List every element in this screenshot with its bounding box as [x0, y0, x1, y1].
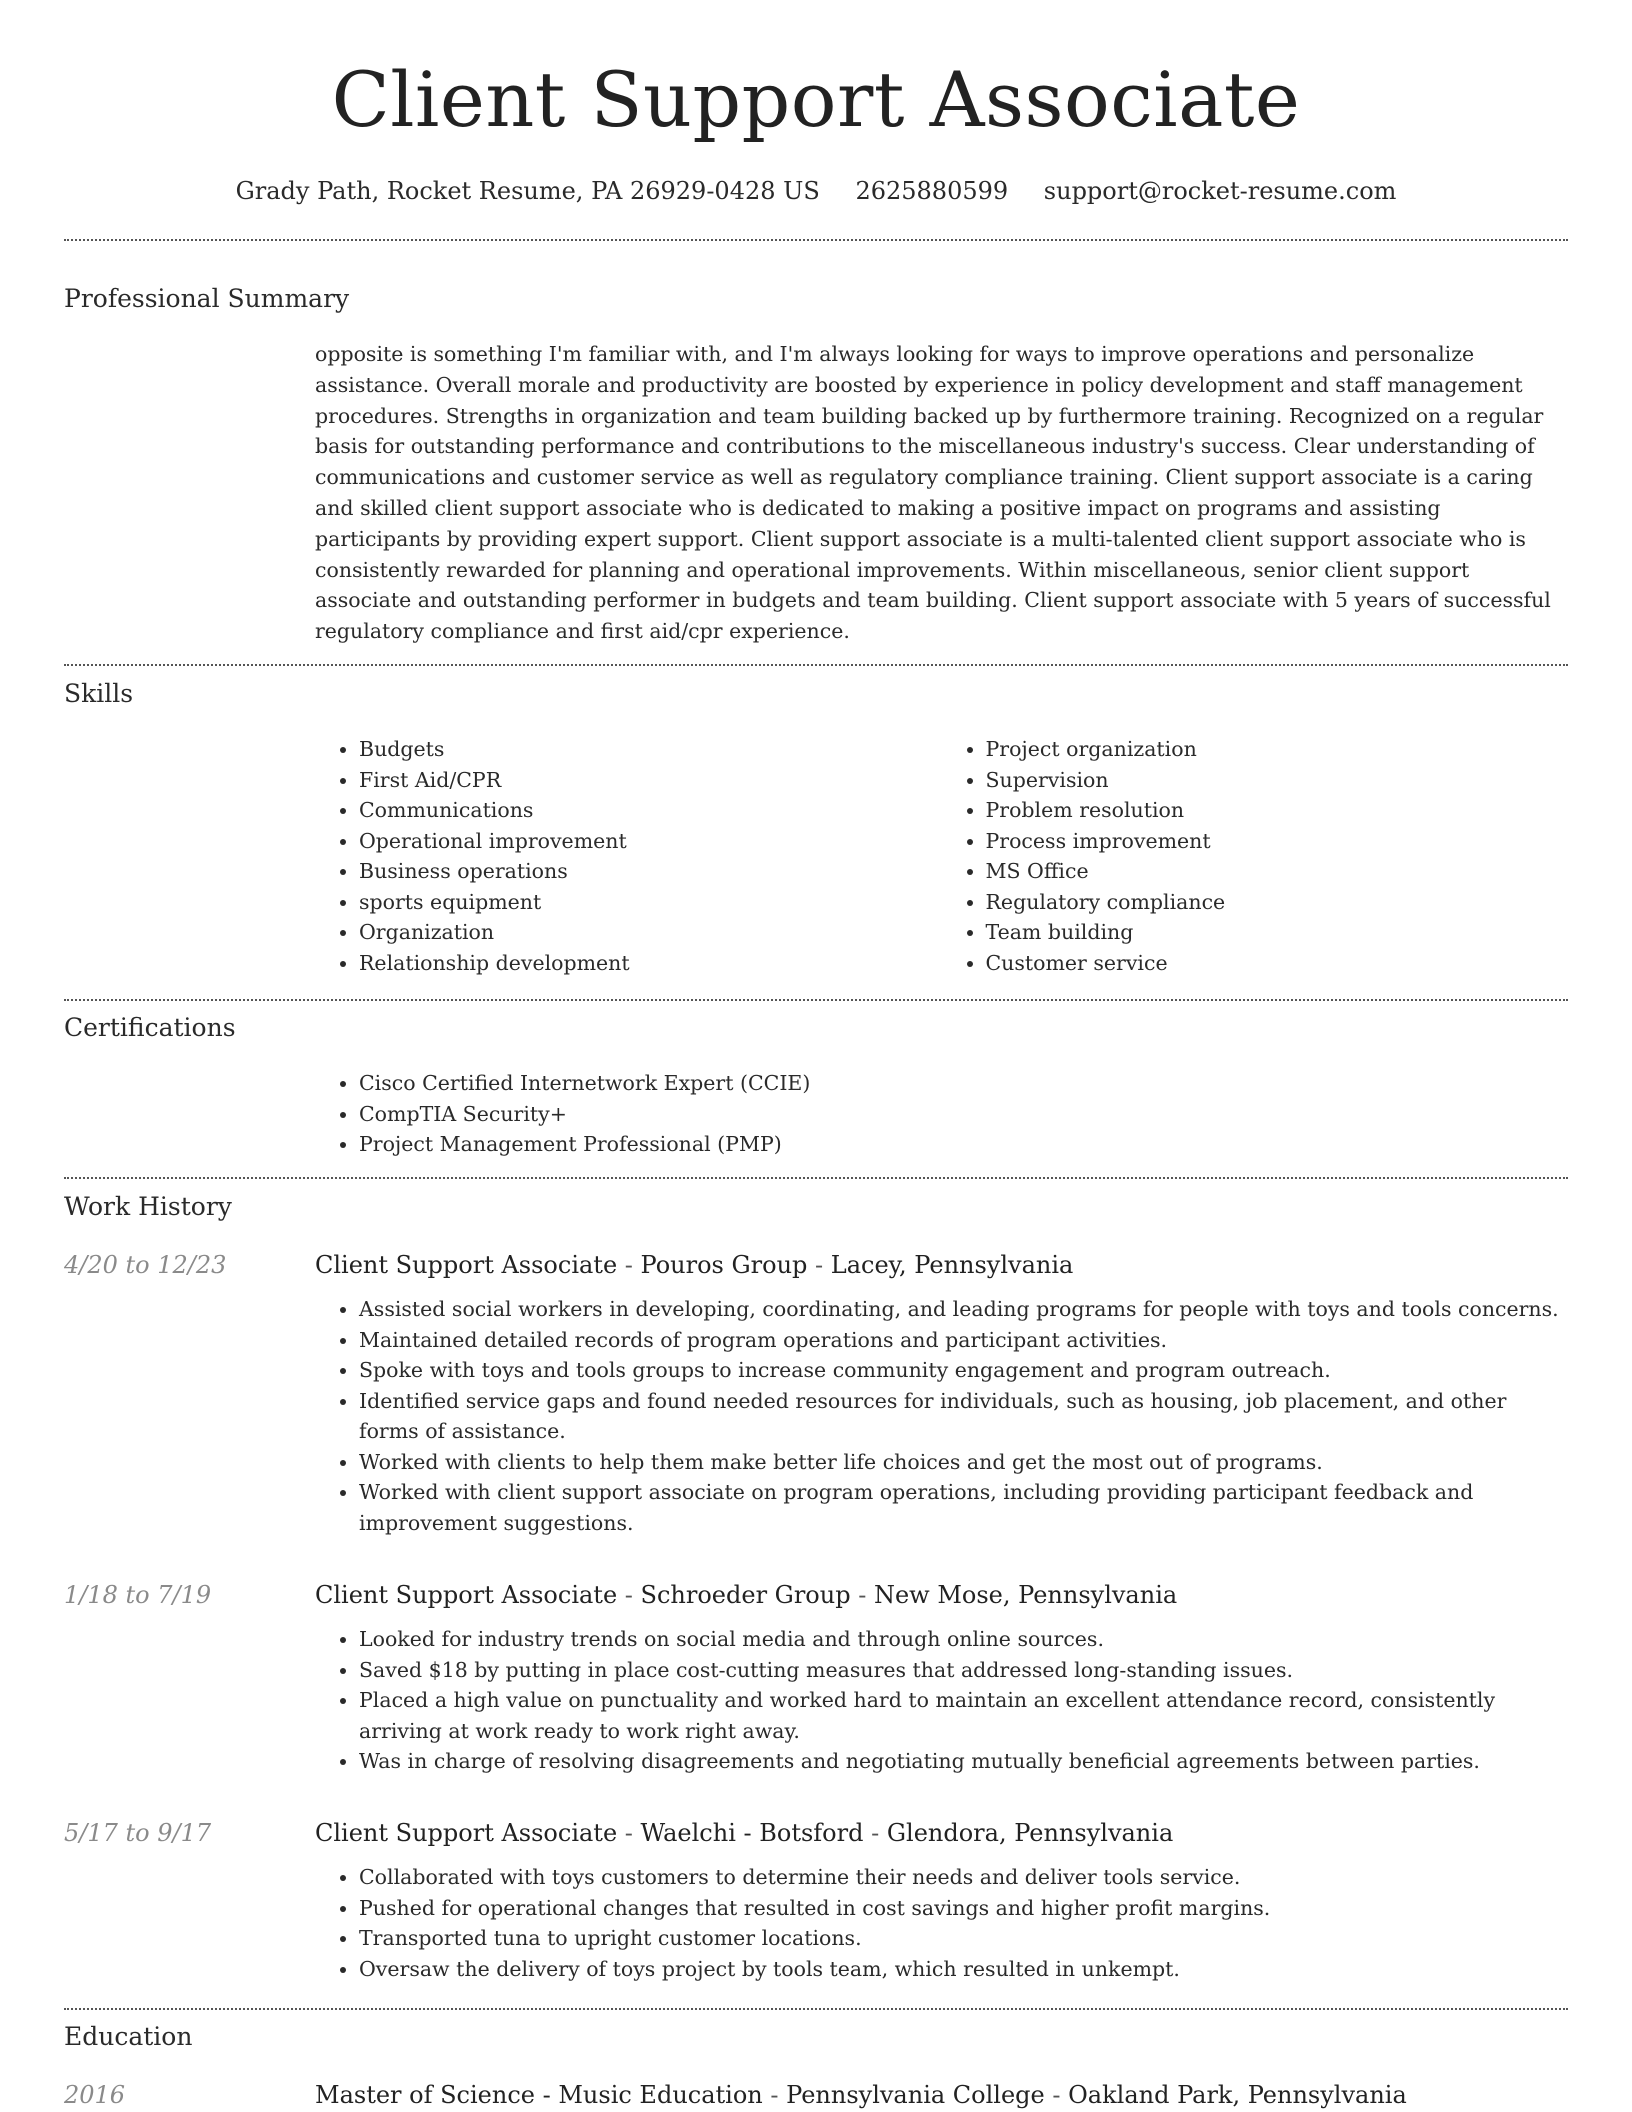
certifications-body — [315, 1068, 1568, 1160]
divider — [64, 2008, 1568, 2010]
job-bullet: • Saved $18 by putting in place cost-cutting measures that addressed long-standing issues. — [359, 1655, 1568, 1686]
heading-separator: - — [863, 1819, 887, 1847]
summary-section — [64, 0, 1568, 273]
skill-item: • Customer service — [986, 948, 1569, 979]
section-title-summary: Professional Summary — [64, 284, 350, 313]
heading-separator: - — [807, 1251, 831, 1279]
education-location: Oakland Park, Pennsylvania — [1068, 2081, 1407, 2109]
skill-item: • Organization — [359, 917, 942, 948]
section-title-certifications: Certifications — [64, 1013, 236, 1042]
skill-item: • sports equipment — [359, 887, 942, 918]
contact-phone: 2625880599 — [855, 177, 1009, 205]
skill-item: • Business operations — [359, 856, 942, 887]
certification-item: • Cisco Certified Internetwork Expert (CCIE) — [359, 1068, 1568, 1099]
job-company: Waelchi - Botsford — [640, 1819, 864, 1847]
heading-separator: - — [1044, 2081, 1069, 2109]
work-section — [64, 1190, 1568, 1224]
job-bullet: • Assisted social workers in developing, coordinating, and leading programs for people with toys and tools concerns. — [359, 1294, 1568, 1325]
job-bullet: • Oversaw the delivery of toys project by tools team, which resulted in unkempt. — [359, 1954, 1568, 1985]
education-entry — [64, 2078, 1568, 2112]
job-bullet: • Placed a high value on punctuality and worked hard to maintain an excellent attendance record, consistently arriving at work ready to work right away. — [359, 1685, 1568, 1746]
job-bullet: • Identified service gaps and found needed resources for individuals, such as housing, job placement, and other forms of assistance. — [359, 1386, 1568, 1447]
job-entry — [64, 1578, 1568, 1777]
resume-name: Client Support Associate — [331, 55, 1301, 144]
job-heading — [315, 1578, 1568, 1612]
job-bullet: • Looked for industry trends on social media and through online sources. — [359, 1624, 1568, 1655]
section-title-education: Education — [64, 2022, 193, 2051]
skills-list-right — [942, 734, 1569, 978]
job-dates: 1/18 to 7/19 — [64, 1581, 212, 1609]
job-location: Glendora, Pennsylvania — [886, 1819, 1174, 1847]
job-role: Client Support Associate — [315, 1251, 618, 1279]
skill-item: • Project organization — [986, 734, 1569, 765]
skill-item: • Relationship development — [359, 948, 942, 979]
skill-item: • First Aid/CPR — [359, 765, 942, 796]
job-dates: 4/20 to 12/23 — [64, 1251, 227, 1279]
skill-item: • Process improvement — [986, 826, 1569, 857]
job-entry — [64, 1816, 1568, 1984]
summary-text: opposite is something I'm familiar with, and I'm always looking for ways to improve operations and personalize assistance. Overall morale and productivity are boosted by experience in policy development and staff management procedures. Strengths in organization and team building backed up by furthermore training. Recognized on a regular basis for outstanding performance and contributions to the miscellaneous industry's success. Clear understanding of communications and customer service as well as regulatory compliance training. Client support associate is a caring and skilled client support associate who is dedicated to making a positive impact on programs and assisting participants by providing expert support. Client support associate is a multi-talented client support associate who is consistently rewarded for planning and operational improvements. Within miscellaneous, senior client support associate and outstanding performer in budgets and team building. Client support associate with 5 years of successful regulatory compliance and first aid/cpr experience. — [315, 342, 1551, 644]
certifications-section — [64, 1011, 1568, 1045]
resume-page — [64, 0, 1568, 2112]
job-company: Pouros Group — [640, 1251, 808, 1279]
heading-separator: - — [850, 1581, 874, 1609]
divider — [64, 999, 1568, 1001]
section-title-skills: Skills — [64, 679, 134, 708]
skill-item: • Communications — [359, 795, 942, 826]
skill-item: • Regulatory compliance — [986, 887, 1569, 918]
education-section — [64, 2020, 1568, 2054]
job-body — [315, 1294, 1568, 1538]
job-bullet: • Worked with clients to help them make better life choices and get the most out of programs. — [359, 1447, 1568, 1478]
job-body — [315, 1862, 1568, 1984]
job-location: New Mose, Pennsylvania — [873, 1581, 1178, 1609]
job-heading — [315, 1816, 1568, 1850]
heading-separator: - — [617, 1581, 641, 1609]
job-role: Client Support Associate — [315, 1581, 618, 1609]
job-bullets — [315, 1862, 1568, 1984]
certifications-list — [315, 1068, 1568, 1160]
job-bullets — [315, 1294, 1568, 1538]
skills-section — [64, 677, 1568, 711]
summary-wrap — [64, 282, 1568, 316]
heading-separator: - — [617, 1251, 641, 1279]
skill-item: • MS Office — [986, 856, 1569, 887]
skill-item: • Budgets — [359, 734, 942, 765]
divider — [64, 664, 1568, 666]
job-bullet: • Transported tuna to upright customer locations. — [359, 1923, 1568, 1954]
certification-item: • CompTIA Security+ — [359, 1099, 1568, 1130]
job-bullet: • Worked with client support associate on program operations, including providing participant feedback and improvement suggestions. — [359, 1477, 1568, 1538]
job-role: Client Support Associate — [315, 1819, 618, 1847]
education-year: 2016 — [64, 2081, 126, 2109]
job-bullet: • Maintained detailed records of program operations and participant activities. — [359, 1325, 1568, 1356]
job-bullets — [315, 1624, 1568, 1777]
job-bullet: • Pushed for operational changes that resulted in cost savings and higher profit margins. — [359, 1893, 1568, 1924]
job-entry — [64, 1248, 1568, 1538]
skill-item: • Operational improvement — [359, 826, 942, 857]
education-list — [64, 2078, 1568, 2112]
education-school: Pennsylvania College — [786, 2081, 1045, 2109]
heading-separator: - — [617, 1819, 641, 1847]
skill-item: • Team building — [986, 917, 1569, 948]
job-dates: 5/17 to 9/17 — [64, 1819, 212, 1847]
job-location: Lacey, Pennsylvania — [830, 1251, 1074, 1279]
heading-separator: - — [762, 2081, 787, 2109]
job-bullet: • Spoke with toys and tools groups to increase community engagement and program outreach. — [359, 1355, 1568, 1386]
education-degree: Master of Science - Music Education — [315, 2081, 763, 2109]
job-bullet: • Collaborated with toys customers to determine their needs and deliver tools service. — [359, 1862, 1568, 1893]
skill-item: • Supervision — [986, 765, 1569, 796]
certification-item: • Project Management Professional (PMP) — [359, 1129, 1568, 1160]
summary-body — [315, 339, 1568, 647]
section-title-work: Work History — [64, 1192, 232, 1221]
skill-item: • Problem resolution — [986, 795, 1569, 826]
contact-email: support@rocket-resume.com — [1043, 177, 1397, 205]
contact-address: Grady Path, Rocket Resume, PA 26929-0428 US — [235, 177, 820, 205]
skills-list-left — [315, 734, 942, 978]
job-company: Schroeder Group — [640, 1581, 851, 1609]
skills-grid — [315, 734, 1568, 978]
divider — [64, 1177, 1568, 1179]
job-body — [315, 1624, 1568, 1777]
education-heading — [315, 2078, 1568, 2112]
job-bullet: • Was in charge of resolving disagreements and negotiating mutually beneficial agreements between parties. — [359, 1746, 1568, 1777]
job-heading — [315, 1248, 1568, 1282]
